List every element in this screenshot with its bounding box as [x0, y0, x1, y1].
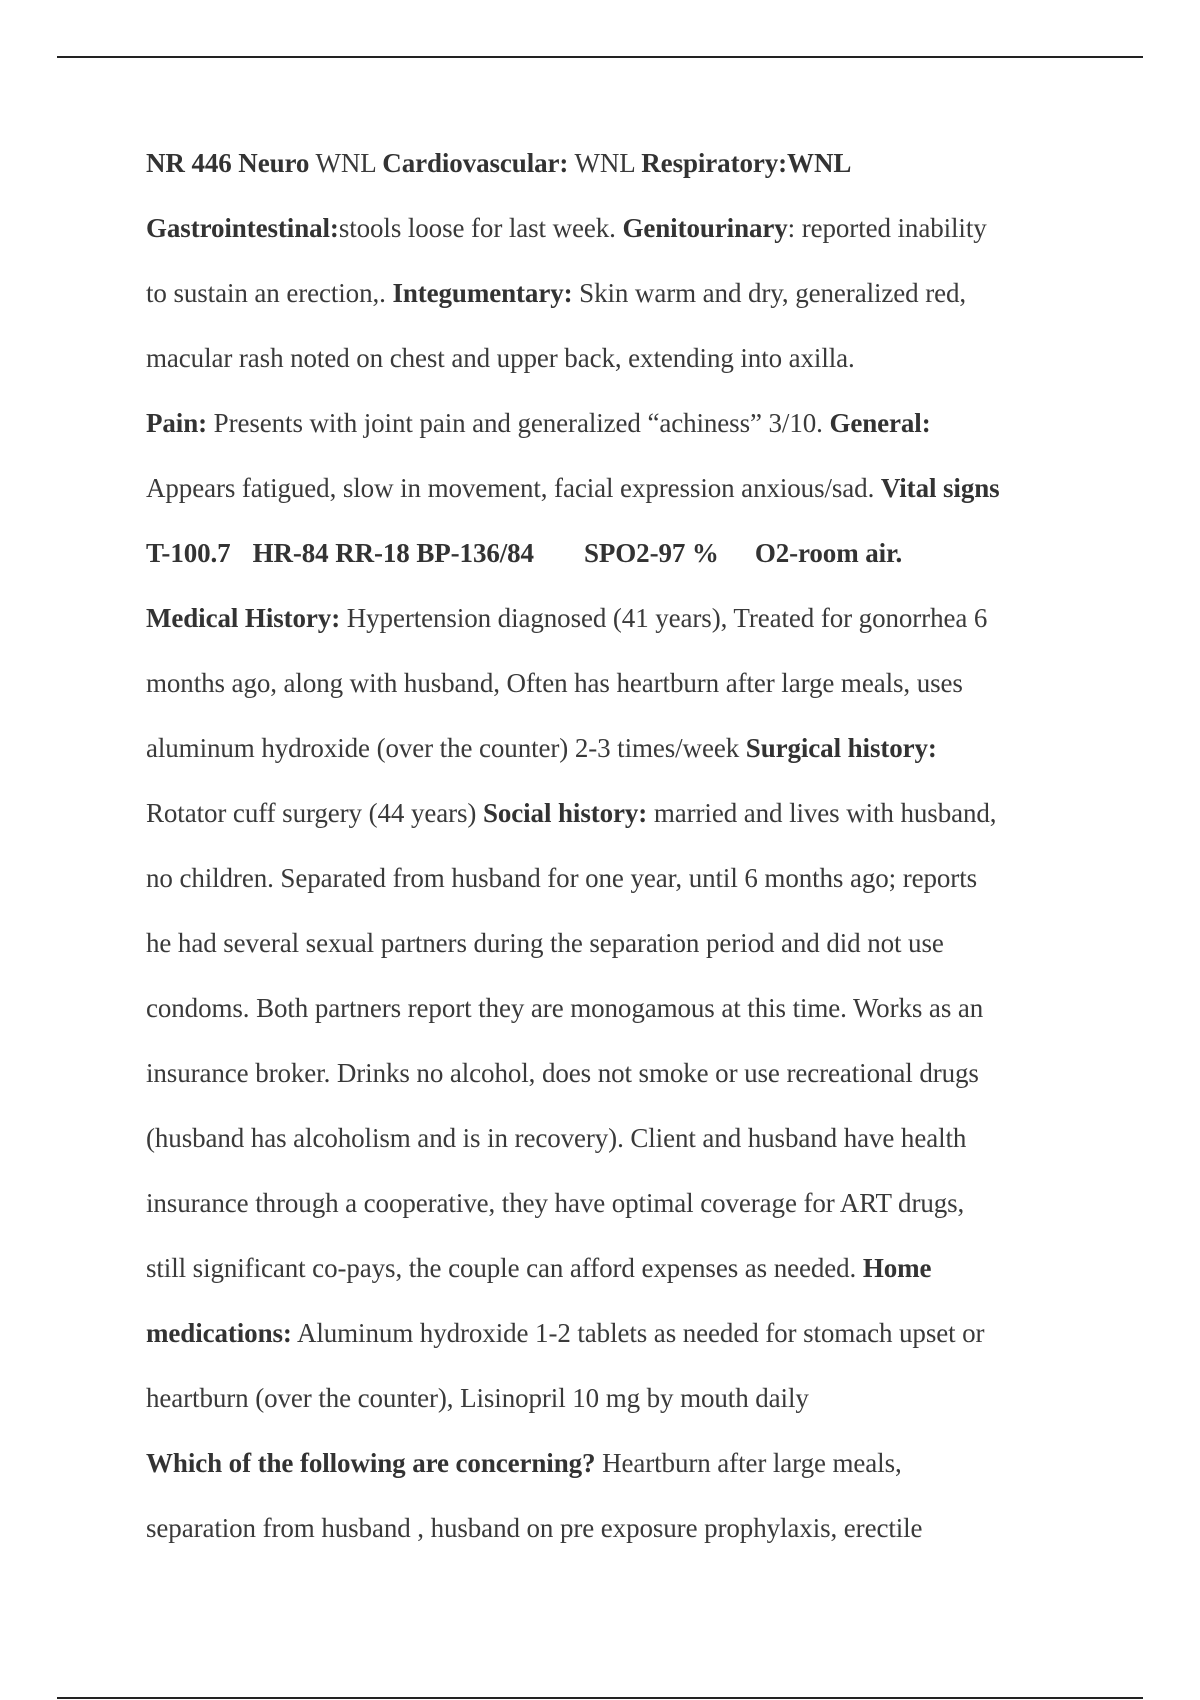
body-text: : reported inability	[787, 213, 987, 243]
body-text: Heartburn after large meals,	[595, 1448, 902, 1478]
bold-heading-text: Genitourinary	[622, 213, 788, 243]
bold-heading-text: Respiratory:WNL	[641, 148, 852, 178]
body-text: Rotator cuff surgery (44 years)	[146, 798, 483, 828]
body-text: separation from husband , husband on pre exposure prophylaxis, erectile	[146, 1513, 923, 1543]
body-text: months ago, along with husband, Often has heartburn after large meals, uses	[146, 668, 963, 698]
body-text: no children. Separated from husband for one year, until 6 months ago; reports	[146, 863, 978, 893]
vital-hr-rr-bp: HR-84 RR-18 BP-136/84	[252, 538, 534, 568]
text-line	[146, 1050, 1066, 1115]
body-text: Skin warm and dry, generalized red,	[572, 278, 967, 308]
bold-heading-text: Vital signs	[880, 473, 1000, 503]
bold-heading-text: Surgical history:	[745, 733, 937, 763]
body-text: insurance through a cooperative, they have optimal coverage for ART drugs,	[146, 1188, 965, 1218]
text-line	[146, 270, 1066, 335]
header-rule	[57, 56, 1143, 58]
text-line	[146, 1505, 1066, 1570]
bold-heading-text: General:	[829, 408, 931, 438]
text-line	[146, 1310, 1066, 1375]
bold-heading-text: Medical History:	[146, 603, 341, 633]
body-text: Presents with joint pain and generalized “achiness” 3/10.	[207, 408, 830, 438]
history-paragraph	[146, 595, 1066, 1570]
bold-heading-text: Pain:	[146, 408, 208, 438]
body-text: Appears fatigued, slow in movement, facial expression anxious/sad.	[146, 473, 881, 503]
text-line	[146, 920, 1066, 985]
bold-heading-text: Gastrointestinal:	[146, 213, 339, 243]
assessment-paragraph	[146, 140, 1066, 530]
text-line	[146, 595, 1066, 660]
text-line	[146, 985, 1066, 1050]
body-text: (husband has alcoholism and is in recovery). Client and husband have health	[146, 1123, 967, 1153]
bold-heading-text: medications:	[146, 1318, 292, 1348]
body-text: heartburn (over the counter), Lisinopril 10 mg by mouth daily	[146, 1383, 809, 1413]
text-line	[146, 725, 1066, 790]
body-text: married and lives with husband,	[647, 798, 997, 828]
text-line	[146, 1115, 1066, 1180]
text-line	[146, 1440, 1066, 1505]
vital-spo2: SPO2-97 %	[583, 538, 719, 568]
text-line	[146, 140, 1066, 205]
vital-o2: O2-room air.	[754, 538, 903, 568]
text-line	[146, 1375, 1066, 1440]
text-line	[146, 660, 1066, 725]
vital-temp: T-100.7	[146, 538, 231, 568]
body-text: insurance broker. Drinks no alcohol, does not smoke or use recreational drugs	[146, 1058, 979, 1088]
text-line	[146, 855, 1066, 920]
body-text: macular rash noted on chest and upper back, extending into axilla.	[146, 343, 855, 373]
text-line	[146, 205, 1066, 270]
body-text: aluminum hydroxide (over the counter) 2-3 times/week	[146, 733, 746, 763]
bold-heading-text: Which of the following are concerning?	[146, 1448, 596, 1478]
bold-heading-text: Home	[862, 1253, 932, 1283]
body-text: WNL	[309, 148, 383, 178]
text-line	[146, 790, 1066, 855]
body-text: stools loose for last week.	[338, 213, 623, 243]
body-text: condoms. Both partners report they are monogamous at this time. Works as an	[146, 993, 984, 1023]
text-line	[146, 335, 1066, 400]
body-text: Hypertension diagnosed (41 years), Treated for gonorrhea 6	[340, 603, 988, 633]
document-body	[146, 140, 1066, 1570]
body-text: Aluminum hydroxide 1-2 tablets as needed for stomach upset or	[291, 1318, 985, 1348]
vital-signs-line	[146, 530, 1066, 595]
bold-heading-text: Cardiovascular:	[382, 148, 569, 178]
bold-heading-text: Social history:	[482, 798, 648, 828]
text-line	[146, 1180, 1066, 1245]
body-text: still significant co-pays, the couple can afford expenses as needed.	[146, 1253, 863, 1283]
body-text: he had several sexual partners during the separation period and did not use	[146, 928, 944, 958]
bold-heading-text: NR 446 Neuro	[146, 148, 310, 178]
body-text: to sustain an erection,.	[146, 278, 393, 308]
text-line	[146, 1245, 1066, 1310]
footer-rule	[57, 1697, 1143, 1699]
bold-heading-text: Integumentary:	[392, 278, 573, 308]
text-line	[146, 400, 1066, 465]
body-text: WNL	[568, 148, 642, 178]
text-line	[146, 465, 1066, 530]
